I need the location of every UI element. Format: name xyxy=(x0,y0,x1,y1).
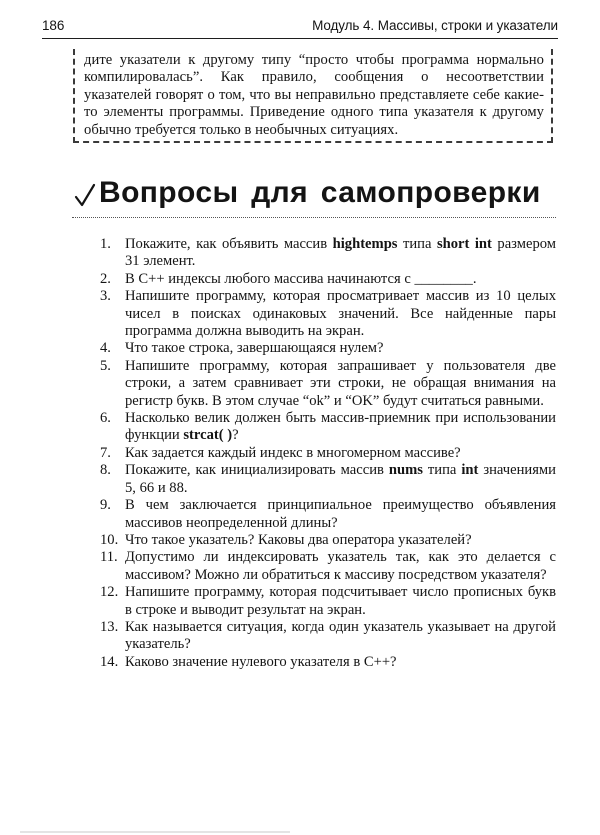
code-term: hightemps xyxy=(332,236,398,252)
code-term: strcat( ) xyxy=(183,427,233,444)
question-number: 10. xyxy=(100,531,119,548)
question-number: 1. xyxy=(100,236,111,252)
question-text: Как задается каждый индекс в многомерном массиве? xyxy=(125,444,461,461)
question-text: В чем заключается принципиальное преимущество объявления массивов неопределенной длины? xyxy=(125,497,556,531)
question-number: 8. xyxy=(100,462,111,479)
question-item xyxy=(100,619,556,654)
question-item xyxy=(100,236,556,271)
question-text: Как называется ситуация, когда один указатель указывает на другой указатель? xyxy=(125,618,556,653)
question-item xyxy=(100,654,556,671)
question-number: 2. xyxy=(100,270,111,287)
question-text: Что такое указатель? Каковы два оператора указателей? xyxy=(125,531,472,548)
question-number: 5. xyxy=(100,357,111,374)
scan-edge xyxy=(20,831,290,833)
question-item xyxy=(100,445,556,462)
note-text: дите указатели к другому типу “просто чтобы программа нормально компилировалась”. Как правило, сообщения о несоответствии указателей говорят о том, что вы неправильно представляете себе какие-то элементы программы. Приведение одного типа указателя к другому обычно требуется только в необычных ситуациях. xyxy=(84,52,544,138)
chapter-title: Модуль 4. Массивы, строки и указатели xyxy=(312,18,558,33)
checkmark-icon xyxy=(74,182,96,208)
question-list xyxy=(100,236,556,671)
question-text: Покажите, как инициализировать массив nums типа int значениями 5, 66 и 88. xyxy=(125,462,556,496)
code-term: short int xyxy=(436,236,492,252)
question-item xyxy=(100,340,556,357)
question-number: 9. xyxy=(100,497,111,514)
question-text: Напишите программу, которая запрашивает у пользователя две строки, а затем сравнивает эти строки, не обращая внимания на регистр букв. В этом случае “ok” и “OK” будут считаться равными. xyxy=(125,357,556,409)
note-box xyxy=(73,49,553,143)
question-number: 6. xyxy=(100,410,111,427)
question-item xyxy=(100,462,556,497)
dotted-rule xyxy=(72,217,556,218)
question-text: Что такое строка, завершающаяся нулем? xyxy=(125,340,384,357)
question-text: Покажите, как объявить массив hightemps типа short int размером 31 элемент. xyxy=(125,236,556,270)
code-term: int xyxy=(461,462,479,479)
question-item xyxy=(100,497,556,532)
question-text: Напишите программу, которая подсчитывает число прописных букв в строке и выводит результат на экран. xyxy=(125,584,556,618)
code-term: nums xyxy=(388,462,423,479)
question-text: Насколько велик должен быть массив-приемник при использовании функции strcat( )? xyxy=(125,410,556,444)
running-head xyxy=(42,16,558,39)
question-number: 13. xyxy=(100,618,119,635)
question-number: 4. xyxy=(100,340,111,357)
question-item xyxy=(100,410,556,445)
question-number: 12. xyxy=(100,584,119,601)
question-number: 14. xyxy=(100,653,119,670)
question-item xyxy=(100,288,556,340)
question-item xyxy=(100,271,556,288)
question-number: 7. xyxy=(100,444,111,461)
question-number: 11. xyxy=(100,549,118,566)
question-item xyxy=(100,532,556,549)
question-number: 3. xyxy=(100,288,111,305)
question-item xyxy=(100,549,556,584)
question-text: Каково значение нулевого указателя в C++? xyxy=(125,653,397,670)
page-number: 186 xyxy=(42,18,65,33)
section-heading xyxy=(74,176,556,220)
question-text: Допустимо ли индексировать указатель так, как это делается с массивом? Можно ли обратиться к массиву посредством указателя? xyxy=(125,549,556,583)
question-item xyxy=(100,358,556,410)
question-text: В C++ индексы любого массива начинаются с ________. xyxy=(125,270,477,287)
section-title: Вопросы для самопроверки xyxy=(99,176,541,209)
question-text: Напишите программу, которая просматривает массив из 10 целых чисел в поисках одинаковых значений. Все найденные пары программа должна выводить на экран. xyxy=(125,288,556,340)
question-item xyxy=(100,584,556,619)
